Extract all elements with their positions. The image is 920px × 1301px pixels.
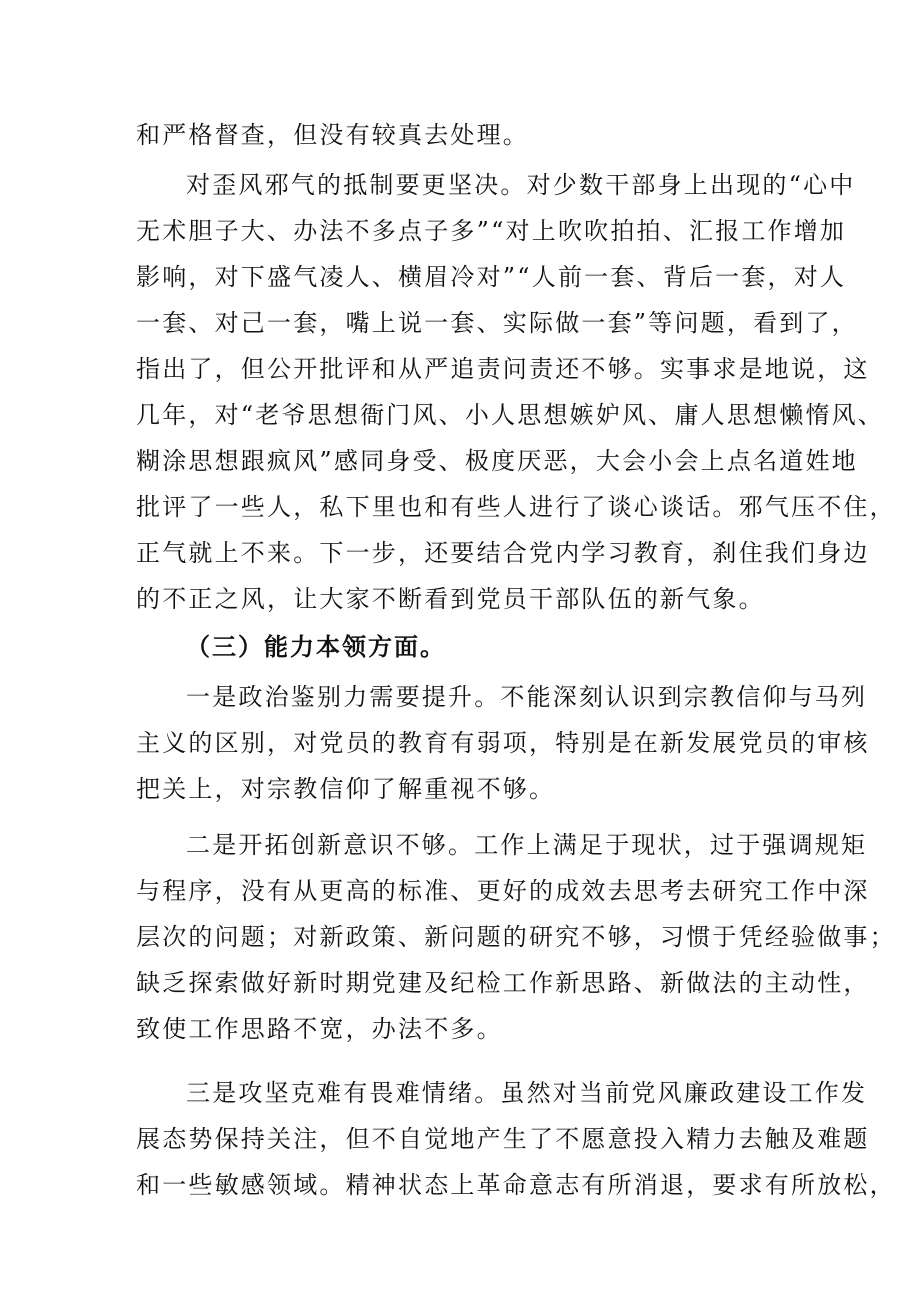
paragraph-line: 与程序，没有从更高的标准、更好的成效去思考去研究工作中深 bbox=[136, 877, 870, 905]
paragraph-line: 指出了，但公开批评和从严追责问责还不够。实事求是地说，这 bbox=[136, 355, 870, 383]
paragraph-line: 影响，对下盛气凌人、横眉冷对”“人前一套、背后一套，对人 bbox=[136, 263, 847, 291]
paragraph-line: 几年，对“老爷思想衙门风、小人思想嫉妒风、庸人思想懒惰风、 bbox=[136, 401, 885, 429]
paragraph-line: 二是开拓创新意识不够。工作上满足于现状，过于强调规矩 bbox=[186, 831, 868, 859]
paragraph-line: 无术胆子大、办法不多点子多”“对上吹吹拍拍、汇报工作增加 bbox=[136, 217, 847, 245]
paragraph-line: 和严格督查，但没有较真去处理。 bbox=[136, 121, 529, 149]
paragraph-line: 的不正之风，让大家不断看到党员干部队伍的新气象。 bbox=[136, 585, 765, 613]
paragraph-line: 一是政治鉴别力需要提升。不能深刻认识到宗教信仰与马列 bbox=[186, 683, 868, 711]
section-heading: （三）能力本领方面。 bbox=[186, 632, 446, 661]
paragraph-line: 和一些敏感领域。精神状态上革命意志有所消退，要求有所放松， bbox=[136, 1171, 896, 1199]
paragraph-line: 主义的区别，对党员的教育有弱项，特别是在新发展党员的审核 bbox=[136, 729, 870, 757]
paragraph-line: 对歪风邪气的抵制要更坚决。对少数干部身上出现的“心中 bbox=[186, 171, 856, 199]
paragraph-line: 展态势保持关注，但不自觉地产生了不愿意投入精力去触及难题 bbox=[136, 1125, 870, 1153]
paragraph-line: 缺乏探索做好新时期党建及纪检工作新思路、新做法的主动性， bbox=[136, 969, 870, 997]
paragraph-line: 一套、对己一套，嘴上说一套、实际做一套”等问题，看到了， bbox=[136, 309, 858, 337]
paragraph-line: 批评了一些人，私下里也和有些人进行了谈心谈话。邪气压不住， bbox=[136, 493, 896, 521]
paragraph-line: 糊涂思想跟疯风”感同身受、极度厌恶，大会小会上点名道姓地 bbox=[136, 447, 858, 475]
paragraph-line: 三是攻坚克难有畏难情绪。虽然对当前党风廉政建设工作发 bbox=[186, 1079, 868, 1107]
paragraph-line: 正气就上不来。下一步，还要结合党内学习教育，刹住我们身边 bbox=[136, 539, 870, 567]
paragraph-line: 把关上，对宗教信仰了解重视不够。 bbox=[136, 775, 556, 803]
paragraph-line: 致使工作思路不宽，办法不多。 bbox=[136, 1015, 503, 1043]
paragraph-line: 层次的问题；对新政策、新问题的研究不够，习惯于凭经验做事； bbox=[136, 923, 896, 951]
